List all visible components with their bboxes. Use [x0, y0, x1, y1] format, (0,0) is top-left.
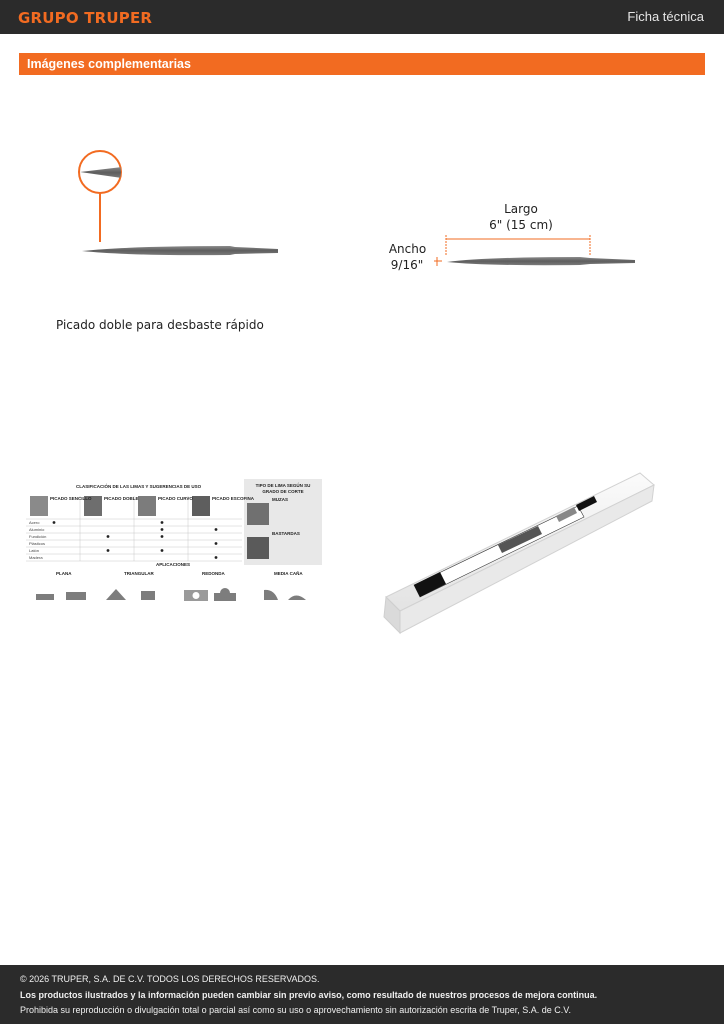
header-bar [0, 0, 724, 34]
table-title: CLASIFICACIÓN DE LAS LIMAS Y SUGERENCIAS DE USO [76, 484, 202, 489]
classification-table-image [26, 479, 322, 605]
packaging-image [378, 465, 663, 640]
table-side-title: TIPO DE LIMA SEGÚN SU GRADO DE CORTE [255, 483, 311, 494]
row-madera: Madera [29, 555, 43, 560]
file-dimensions-image [385, 195, 645, 285]
section-header [19, 53, 705, 75]
row-acero: Acero [29, 520, 40, 525]
grade-bastardas: BASTARDAS [272, 531, 300, 536]
col-picado-sencillo: PICADO SENCILLO [50, 496, 92, 501]
app-media-cana: MEDIA CAÑA [274, 571, 303, 576]
file-detail-image [70, 145, 290, 265]
applications-title: APLICACIONES [156, 562, 191, 567]
length-value: 6" (15 cm) [489, 218, 553, 232]
row-laton: Latón [29, 548, 40, 553]
row-aluminio: Aluminio [29, 527, 45, 532]
footer-copyright: © 2026 TRUPER, S.A. DE C.V. TODOS LOS DERECHOS RESERVADOS. [20, 974, 320, 984]
detail-caption: Picado doble para desbaste rápido [56, 318, 264, 332]
col-picado-escofina: PICADO ESCOFINA [212, 496, 255, 501]
col-picado-doble: PICADO DOBLE [104, 496, 139, 501]
packaging-box-illustration [378, 465, 663, 640]
footer [0, 965, 724, 1024]
app-plana: PLANA [56, 571, 72, 576]
footer-notice: Los productos ilustrados y la información pueden cambiar sin previo aviso, como resultado de nuestros procesos de mejora continua. [20, 990, 598, 1000]
length-label: Largo [504, 202, 538, 216]
row-fundicion: Fundición [29, 534, 47, 539]
footer-prohibition: Prohibida su reproducción o divulgación total o parcial así como su uso o aprovechamiento sin autorización escrita de Truper, S.A. de C.V. [20, 1005, 571, 1015]
col-picado-curvo: PICADO CURVO [158, 496, 193, 501]
document-type: Ficha técnica [627, 9, 704, 24]
width-value: 9/16" [390, 258, 424, 272]
app-triangular: TRIANGULAR [124, 571, 154, 576]
file-detail-illustration [70, 145, 290, 265]
grade-muzas: MUZAS [272, 497, 288, 502]
app-redonda: REDONDA [202, 571, 225, 576]
width-label: Ancho [388, 242, 427, 256]
dimension-illustration [385, 195, 645, 285]
row-plasticos: Plásticos [29, 541, 46, 546]
section-title: Imágenes complementarias [27, 57, 191, 71]
brand-logo[interactable]: GRUPO TRUPER [18, 9, 153, 27]
